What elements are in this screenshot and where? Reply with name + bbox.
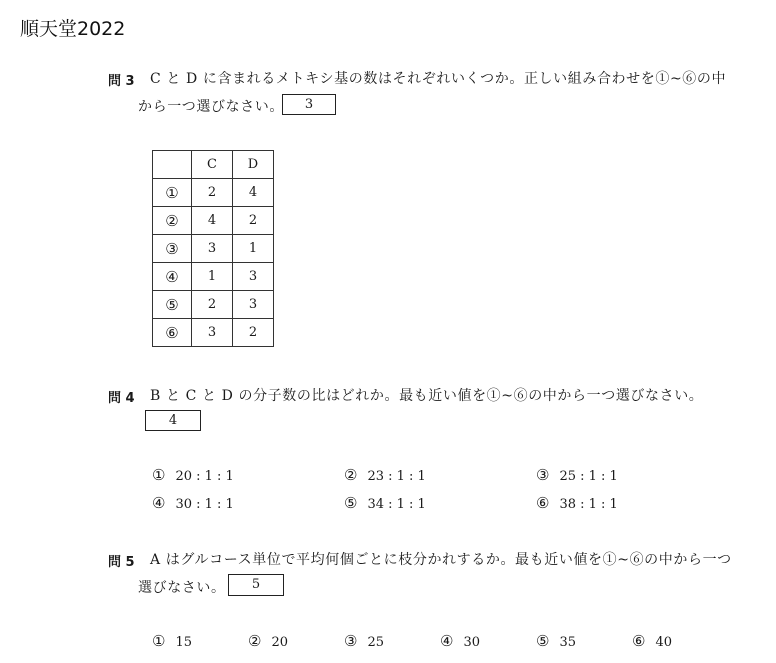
q5-choice-text: 15 <box>175 635 192 650</box>
q3-table-cell: ④ <box>153 263 192 291</box>
q5-choice-number: ⑥ <box>632 632 646 650</box>
q3-table-cell: 2 <box>192 291 233 319</box>
q3-table-row <box>153 263 274 291</box>
q3-table-row <box>153 179 274 207</box>
q4-choice <box>536 466 618 484</box>
q5-choice <box>536 632 576 650</box>
q3-text-line2: から一つ選びなさい。 <box>138 99 284 115</box>
q3-table-cell: 2 <box>233 319 274 347</box>
q3-table-cell: 1 <box>233 235 274 263</box>
q4-choice-text: 38 : 1 : 1 <box>559 497 618 512</box>
q5-choice <box>152 632 192 650</box>
q4-choice-text: 25 : 1 : 1 <box>559 469 618 484</box>
q5-choice-number: ③ <box>344 632 358 650</box>
q4-choice <box>152 466 234 484</box>
q5-choice <box>632 632 672 650</box>
q5-choice-text: 30 <box>463 635 480 650</box>
q4-choice-number: ⑤ <box>344 494 358 512</box>
q3-table-cell: 2 <box>233 207 274 235</box>
q3-table-cell: 4 <box>192 207 233 235</box>
q4-choice-text: 34 : 1 : 1 <box>367 497 426 512</box>
q3-table-row <box>153 235 274 263</box>
q3-table-header-row <box>153 151 274 179</box>
q4-number: 問 4 <box>108 391 135 406</box>
q5-text-line1: A はグルコース単位で平均何個ごとに枝分かれするか。最も近い値を①~⑥の中から一つ <box>150 552 732 568</box>
page-header-title: 順天堂2022 <box>20 18 126 40</box>
q5-choice-number: ① <box>152 632 166 650</box>
q4-choice-number: ④ <box>152 494 166 512</box>
q4-choice <box>536 494 618 512</box>
q3-table-row <box>153 319 274 347</box>
q5-choice-text: 35 <box>559 635 576 650</box>
q3-table-cell: ③ <box>153 235 192 263</box>
q5-choice-number: ④ <box>440 632 454 650</box>
q5-text-line2: 選びなさい。 <box>138 580 226 596</box>
q4-choice-number: ③ <box>536 466 550 484</box>
q3-table-row <box>153 291 274 319</box>
q3-answer-box: 3 <box>282 94 336 115</box>
q3-table-cell: 3 <box>192 235 233 263</box>
q3-text-line1: C と D に含まれるメトキシ基の数はそれぞれいくつか。正しい組み合わせを①~⑥の中 <box>150 71 727 87</box>
q4-text-line1: B と C と D の分子数の比はどれか。最も近い値を①~⑥の中から一つ選びなさい。 <box>150 388 704 404</box>
q5-choice-text: 20 <box>271 635 288 650</box>
q3-table-cell: ⑤ <box>153 291 192 319</box>
q3-table-cell: ① <box>153 179 192 207</box>
q4-choice-text: 30 : 1 : 1 <box>175 497 234 512</box>
q3-table-cell: 3 <box>233 263 274 291</box>
q5-choice-number: ⑤ <box>536 632 550 650</box>
q5-choice <box>248 632 288 650</box>
q3-table-cell: ⑥ <box>153 319 192 347</box>
q5-choice-number: ② <box>248 632 262 650</box>
q4-choice <box>152 494 234 512</box>
q4-choice <box>344 466 426 484</box>
q4-choice-number: ⑥ <box>536 494 550 512</box>
q3-table-header-cell <box>153 151 192 179</box>
q3-table-header-cell: D <box>233 151 274 179</box>
q4-choice-number: ① <box>152 466 166 484</box>
q4-choice-number: ② <box>344 466 358 484</box>
q5-choice-text: 40 <box>655 635 672 650</box>
q4-answer-box: 4 <box>145 410 201 431</box>
q3-table-cell: 3 <box>192 319 233 347</box>
q5-choice <box>344 632 384 650</box>
q3-table-cell: 3 <box>233 291 274 319</box>
q3-table-row <box>153 207 274 235</box>
q3-table-cell: 1 <box>192 263 233 291</box>
q4-choice <box>344 494 426 512</box>
q5-number: 問 5 <box>108 555 135 570</box>
q5-choice-text: 25 <box>367 635 384 650</box>
q3-table-cell: ② <box>153 207 192 235</box>
q4-choice-text: 20 : 1 : 1 <box>175 469 234 484</box>
q3-table-cell: 2 <box>192 179 233 207</box>
q5-choice <box>440 632 480 650</box>
q4-choice-text: 23 : 1 : 1 <box>367 469 426 484</box>
q3-table-header-cell: C <box>192 151 233 179</box>
q3-table-cell: 4 <box>233 179 274 207</box>
q3-number: 問 3 <box>108 74 135 89</box>
q3-option-table <box>152 150 274 347</box>
q5-answer-box: 5 <box>228 574 284 596</box>
